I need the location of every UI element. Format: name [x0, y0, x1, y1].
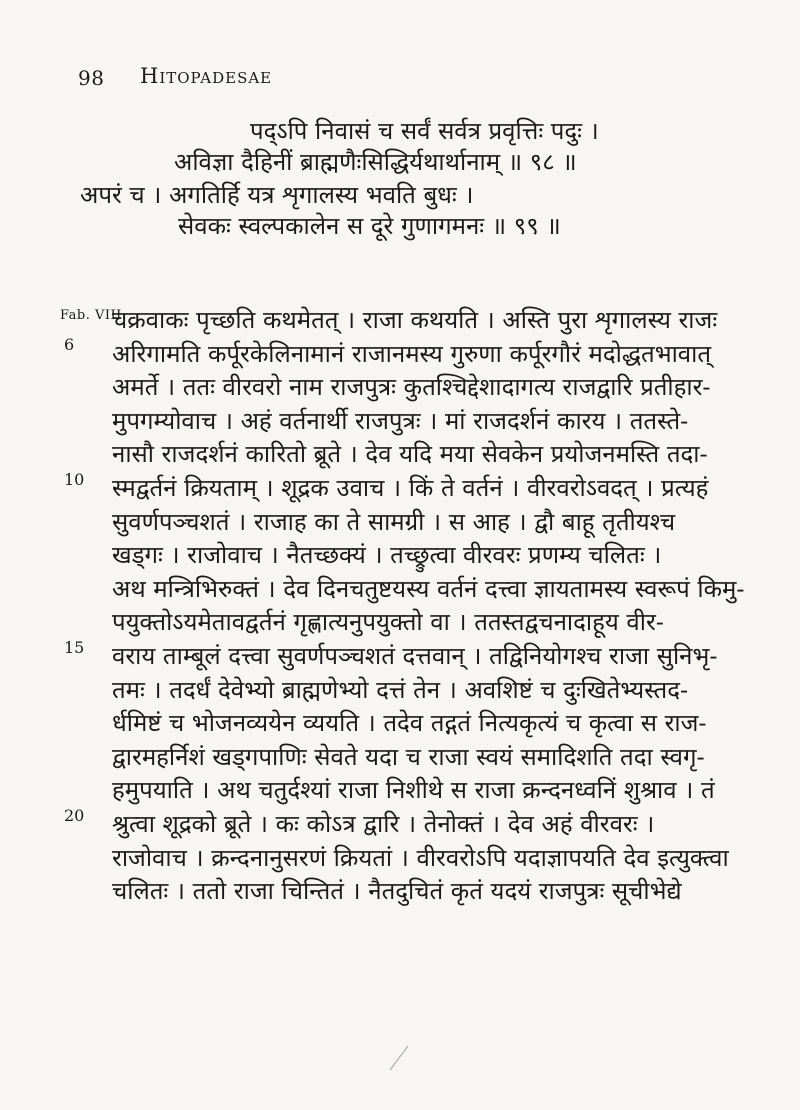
prose-line: खड्गः । राजोवाच । नैतच्छक्यं । तच्छ्रुत्वा वीरवरः प्रणम्य चलितः ।: [112, 541, 662, 570]
verse-98: [80, 116, 740, 178]
verse-line: अपरं च । अगतिर्हि यत्र शृगालस्य भवति बुधः ।: [80, 181, 474, 209]
verse-line: सेवकः स्वल्पकालेन स दूरे गुणागमनः ॥ ९९ ॥: [178, 212, 561, 240]
prose-line: र्धमिष्टं च भोजनव्ययेन व्ययति । तदेव तद्गतं नित्यकृत्यं च कृत्वा स राज-: [112, 709, 707, 738]
running-title: Hitopadesae: [140, 64, 273, 88]
prose-line: तमः । तदर्धं देवेभ्यो ब्राह्मणेभ्यो दत्तं तेन । अवशिष्टं च दुःखितेभ्यस्तद-: [112, 675, 689, 704]
prose-line: हमुपयाति । अथ चतुर्दश्यां राजा निशीथे स राजा क्रन्दनध्वनिं शुश्राव । तं: [112, 776, 715, 805]
prose-line: श्रुत्वा शूद्रको ब्रूते । कः कोऽत्र द्वारि । तेनोक्तं । देव अहं वीरवरः ।: [112, 809, 655, 838]
prose-line: पयुक्तोऽयमेतावद्वर्तनं गृह्णात्यनुपयुक्तो वा । ततस्तद्वचनादाहूय वीर-: [112, 608, 664, 637]
prose-line: द्वारमहर्निशं खड्गपाणिः सेवते यदा च राजा स्वयं समादिशति तदा स्वगृ-: [112, 742, 705, 771]
verse-line: अविज्ञा दैहिनीं ब्राह्मणैःसिद्धिर्यथार्थानाम् ॥ ९८ ॥: [174, 148, 577, 176]
line-number: 6: [64, 335, 75, 354]
prose-line: वराय ताम्बूलं दत्त्वा सुवर्णपञ्चशतं दत्तवान् । तद्विनियोगश्च राजा सुनिभृ-: [112, 641, 718, 670]
prose-line: स्मद्वर्तनं क्रियताम् । शूद्रक उवाच । किं ते वर्तनं । वीरवरोऽवदत् । प्रत्यहं: [112, 473, 709, 502]
line-number: 20: [64, 806, 85, 825]
pencil-mark-icon: [380, 1040, 416, 1076]
verse-99: [80, 180, 740, 242]
prose-line: अरिगामति कर्पूरकेलिनामानं राजानमस्य गुरुणा कर्पूरगौरं मदोद्धतभावात्: [112, 339, 712, 368]
prose-line: अथ मन्त्रिभिरुक्तं । देव दिनचतुष्टयस्य वर्तनं दत्त्वा ज्ञायतामस्य स्वरूपं किमु-: [112, 574, 745, 603]
prose-line: चलितः । ततो राजा चिन्तितं । नैतदुचितं कृतं यदयं राजपुत्रः सूचीभेद्ये: [112, 877, 682, 906]
verse-line: पद्‌ऽपि निवासं च सर्वं सर्वत्र प्रवृत्तिः पदुः ।: [250, 117, 599, 145]
prose-line: अमर्ते । ततः वीरवरो नाम राजपुत्रः कुतश्चिद्देशादागत्य राजद्वारि प्रतीहार-: [112, 373, 711, 402]
prose-line: राजोवाच । क्रन्दनानुसरणं क्रियतां । वीरवरोऽपि यदाज्ञापयति देव इत्युक्त्वा: [112, 843, 729, 872]
line-number: 10: [64, 470, 85, 489]
prose-body: [112, 304, 752, 909]
prose-line: मुपगम्योवाच । अहं वर्तनार्थी राजपुत्रः । मां राजदर्शनं कारय । ततस्ते-: [112, 406, 689, 435]
prose-line: चक्रवाकः पृच्छति कथमेतत् । राजा कथयति । अस्ति पुरा शृगालस्य राजः: [112, 306, 718, 334]
fable-label: Fab. VIII.: [60, 308, 127, 323]
prose-line: नासौ राजदर्शनं कारितो ब्रूते । देव यदि मया सेवकेन प्रयोजनमस्ति तदा-: [112, 440, 708, 469]
page-number: 98: [78, 66, 105, 90]
prose-line: सुवर्णपञ्चशतं । राजाह का ते सामग्री । स आह । द्वौ बाहू तृतीयश्च: [112, 507, 676, 536]
line-number: 15: [64, 638, 85, 657]
